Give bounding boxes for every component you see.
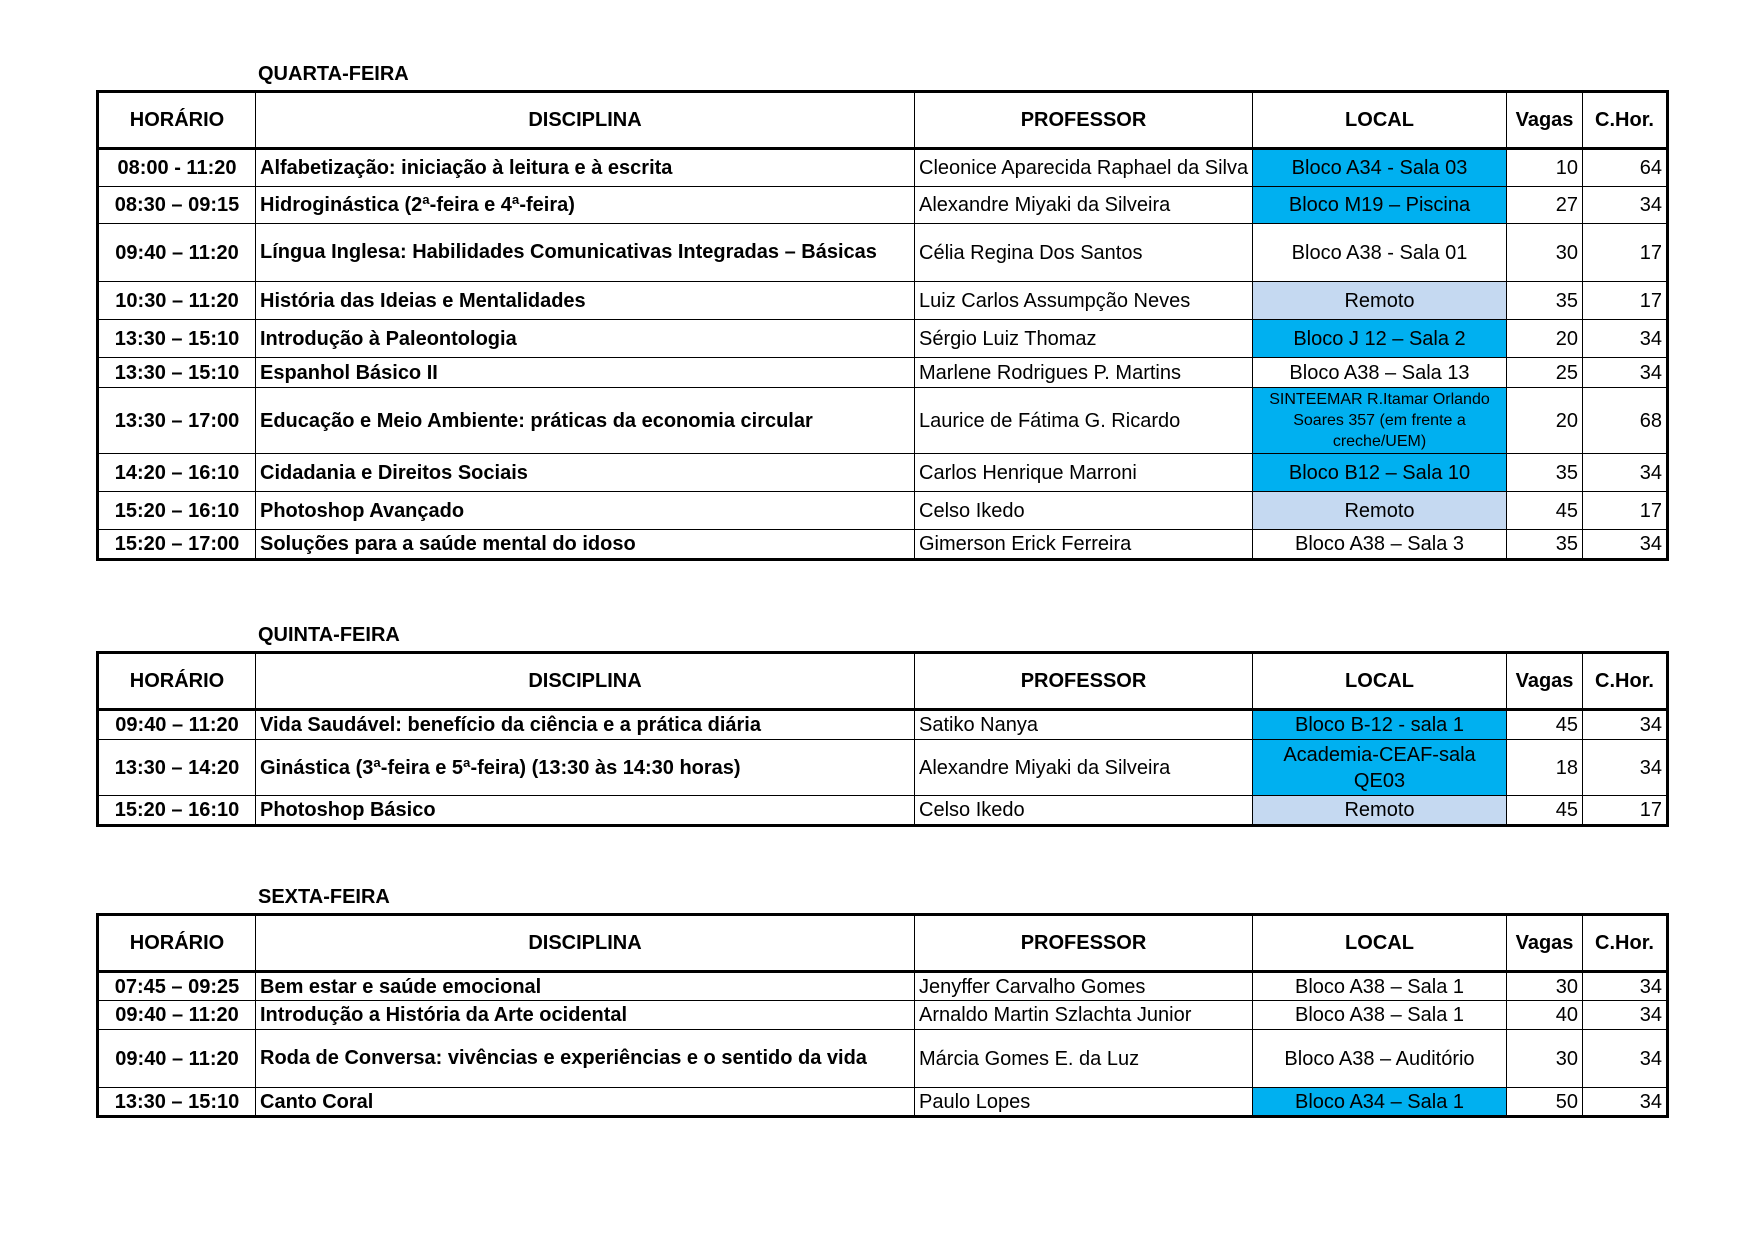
cell-professor: Marlene Rodrigues P. Martins [915, 358, 1253, 388]
cell-disciplina: Hidroginástica (2ª-feira e 4ª-feira) [256, 187, 915, 224]
cell-local: Bloco J 12 – Sala 2 [1253, 320, 1507, 358]
cell-vagas: 27 [1507, 187, 1583, 224]
cell-vagas: 40 [1507, 1001, 1583, 1030]
header-local: LOCAL [1253, 915, 1507, 972]
cell-chor: 34 [1583, 358, 1668, 388]
cell-chor: 34 [1583, 1088, 1668, 1117]
cell-disciplina: Photoshop Avançado [256, 492, 915, 530]
cell-chor: 17 [1583, 224, 1668, 282]
cell-horario: 15:20 – 17:00 [98, 530, 256, 560]
cell-horario: 15:20 – 16:10 [98, 492, 256, 530]
header-professor: PROFESSOR [915, 653, 1253, 710]
cell-vagas: 45 [1507, 796, 1583, 826]
cell-disciplina: Introdução à Paleontologia [256, 320, 915, 358]
cell-professor: Arnaldo Martin Szlachta Junior [915, 1001, 1253, 1030]
header-vagas: Vagas [1507, 915, 1583, 972]
cell-disciplina: Photoshop Básico [256, 796, 915, 826]
cell-local: Bloco B12 – Sala 10 [1253, 454, 1507, 492]
table-row [98, 187, 1668, 224]
cell-vagas: 20 [1507, 320, 1583, 358]
cell-horario: 13:30 – 14:20 [98, 740, 256, 796]
cell-local: Bloco A38 – Sala 13 [1253, 358, 1507, 388]
header-disciplina: DISCIPLINA [256, 92, 915, 149]
cell-vagas: 45 [1507, 710, 1583, 740]
cell-vagas: 25 [1507, 358, 1583, 388]
cell-professor: Luiz Carlos Assumpção Neves [915, 282, 1253, 320]
cell-disciplina: Educação e Meio Ambiente: práticas da economia circular [256, 388, 915, 454]
table-row [98, 224, 1668, 282]
header-disciplina: DISCIPLINA [256, 915, 915, 972]
cell-disciplina: Espanhol Básico II [256, 358, 915, 388]
cell-vagas: 10 [1507, 149, 1583, 187]
cell-horario: 07:45 – 09:25 [98, 972, 256, 1001]
cell-vagas: 45 [1507, 492, 1583, 530]
cell-disciplina: Roda de Conversa: vivências e experiências e o sentido da vida [256, 1030, 915, 1088]
day-title-sexta: SEXTA-FEIRA [258, 886, 390, 908]
table-row [98, 972, 1668, 1001]
cell-vagas: 30 [1507, 972, 1583, 1001]
cell-chor: 34 [1583, 187, 1668, 224]
cell-horario: 13:30 – 15:10 [98, 358, 256, 388]
cell-local: Remoto [1253, 492, 1507, 530]
cell-local: Bloco A38 – Sala 1 [1253, 972, 1507, 1001]
cell-local: Bloco A38 - Sala 01 [1253, 224, 1507, 282]
cell-chor: 34 [1583, 530, 1668, 560]
cell-disciplina: Canto Coral [256, 1088, 915, 1117]
cell-horario: 09:40 – 11:20 [98, 1001, 256, 1030]
cell-professor: Jenyffer Carvalho Gomes [915, 972, 1253, 1001]
cell-horario: 15:20 – 16:10 [98, 796, 256, 826]
cell-local: Remoto [1253, 796, 1507, 826]
cell-horario: 13:30 – 15:10 [98, 320, 256, 358]
cell-horario: 10:30 – 11:20 [98, 282, 256, 320]
cell-chor: 34 [1583, 972, 1668, 1001]
cell-professor: Carlos Henrique Marroni [915, 454, 1253, 492]
cell-professor: Alexandre Miyaki da Silveira [915, 187, 1253, 224]
cell-chor: 34 [1583, 454, 1668, 492]
header-vagas: Vagas [1507, 92, 1583, 149]
cell-chor: 64 [1583, 149, 1668, 187]
cell-disciplina: Cidadania e Direitos Sociais [256, 454, 915, 492]
cell-professor: Célia Regina Dos Santos [915, 224, 1253, 282]
cell-professor: Alexandre Miyaki da Silveira [915, 740, 1253, 796]
cell-vagas: 20 [1507, 388, 1583, 454]
cell-chor: 17 [1583, 282, 1668, 320]
table-row [98, 1088, 1668, 1117]
cell-local: Bloco B-12 - sala 1 [1253, 710, 1507, 740]
cell-local: Bloco A38 – Sala 3 [1253, 530, 1507, 560]
cell-horario: 08:00 - 11:20 [98, 149, 256, 187]
header-chor: C.Hor. [1583, 92, 1668, 149]
header-horario: HORÁRIO [98, 653, 256, 710]
table-header-row [98, 915, 1668, 972]
schedule-table-sexta [96, 913, 1669, 1118]
cell-chor: 34 [1583, 320, 1668, 358]
table-row [98, 1030, 1668, 1088]
header-local: LOCAL [1253, 92, 1507, 149]
cell-vagas: 18 [1507, 740, 1583, 796]
cell-professor: Laurice de Fátima G. Ricardo [915, 388, 1253, 454]
table-row [98, 282, 1668, 320]
cell-chor: 17 [1583, 796, 1668, 826]
schedule-table-quarta [96, 90, 1669, 561]
cell-disciplina: Introdução a História da Arte ocidental [256, 1001, 915, 1030]
cell-disciplina: Ginástica (3ª-feira e 5ª-feira) (13:30 às 14:30 horas) [256, 740, 915, 796]
table-header-row [98, 653, 1668, 710]
schedule-table-quinta [96, 651, 1669, 827]
cell-vagas: 35 [1507, 282, 1583, 320]
cell-chor: 34 [1583, 740, 1668, 796]
cell-horario: 09:40 – 11:20 [98, 710, 256, 740]
cell-professor: Celso Ikedo [915, 796, 1253, 826]
cell-chor: 68 [1583, 388, 1668, 454]
table-row [98, 796, 1668, 826]
cell-professor: Gimerson Erick Ferreira [915, 530, 1253, 560]
header-professor: PROFESSOR [915, 92, 1253, 149]
cell-disciplina: Alfabetização: iniciação à leitura e à escrita [256, 149, 915, 187]
cell-horario: 14:20 – 16:10 [98, 454, 256, 492]
cell-disciplina: Vida Saudável: benefício da ciência e a prática diária [256, 710, 915, 740]
cell-horario: 13:30 – 15:10 [98, 1088, 256, 1117]
day-title-quinta: QUINTA-FEIRA [258, 624, 400, 646]
cell-professor: Satiko Nanya [915, 710, 1253, 740]
cell-professor: Cleonice Aparecida Raphael da Silva [915, 149, 1253, 187]
cell-horario: 08:30 – 09:15 [98, 187, 256, 224]
table-row [98, 710, 1668, 740]
cell-professor: Celso Ikedo [915, 492, 1253, 530]
table-row [98, 740, 1668, 796]
cell-chor: 34 [1583, 1030, 1668, 1088]
cell-local: Bloco M19 – Piscina [1253, 187, 1507, 224]
cell-disciplina: Bem estar e saúde emocional [256, 972, 915, 1001]
cell-disciplina: Língua Inglesa: Habilidades Comunicativas Integradas – Básicas [256, 224, 915, 282]
cell-chor: 17 [1583, 492, 1668, 530]
cell-chor: 34 [1583, 710, 1668, 740]
cell-vagas: 30 [1507, 224, 1583, 282]
header-horario: HORÁRIO [98, 915, 256, 972]
header-local: LOCAL [1253, 653, 1507, 710]
table-row [98, 358, 1668, 388]
cell-local: Bloco A34 – Sala 1 [1253, 1088, 1507, 1117]
table-header-row [98, 92, 1668, 149]
table-row [98, 454, 1668, 492]
cell-local: Bloco A38 – Auditório [1253, 1030, 1507, 1088]
table-row [98, 149, 1668, 187]
cell-professor: Márcia Gomes E. da Luz [915, 1030, 1253, 1088]
table-row [98, 1001, 1668, 1030]
cell-professor: Paulo Lopes [915, 1088, 1253, 1117]
cell-local: Bloco A38 – Sala 1 [1253, 1001, 1507, 1030]
table-row [98, 320, 1668, 358]
cell-local: SINTEEMAR R.Itamar Orlando Soares 357 (em frente a creche/UEM) [1253, 388, 1507, 454]
cell-professor: Sérgio Luiz Thomaz [915, 320, 1253, 358]
cell-local: Academia-CEAF-sala QE03 [1253, 740, 1507, 796]
cell-horario: 13:30 – 17:00 [98, 388, 256, 454]
day-title-quarta: QUARTA-FEIRA [258, 63, 409, 85]
cell-horario: 09:40 – 11:20 [98, 1030, 256, 1088]
cell-vagas: 35 [1507, 454, 1583, 492]
cell-vagas: 50 [1507, 1088, 1583, 1117]
cell-horario: 09:40 – 11:20 [98, 224, 256, 282]
cell-chor: 34 [1583, 1001, 1668, 1030]
table-row [98, 530, 1668, 560]
cell-disciplina: História das Ideias e Mentalidades [256, 282, 915, 320]
cell-vagas: 35 [1507, 530, 1583, 560]
cell-local: Remoto [1253, 282, 1507, 320]
table-row [98, 492, 1668, 530]
header-vagas: Vagas [1507, 653, 1583, 710]
header-horario: HORÁRIO [98, 92, 256, 149]
header-chor: C.Hor. [1583, 653, 1668, 710]
cell-disciplina: Soluções para a saúde mental do idoso [256, 530, 915, 560]
cell-vagas: 30 [1507, 1030, 1583, 1088]
cell-local: Bloco A34 - Sala 03 [1253, 149, 1507, 187]
header-chor: C.Hor. [1583, 915, 1668, 972]
header-disciplina: DISCIPLINA [256, 653, 915, 710]
table-row [98, 388, 1668, 454]
header-professor: PROFESSOR [915, 915, 1253, 972]
